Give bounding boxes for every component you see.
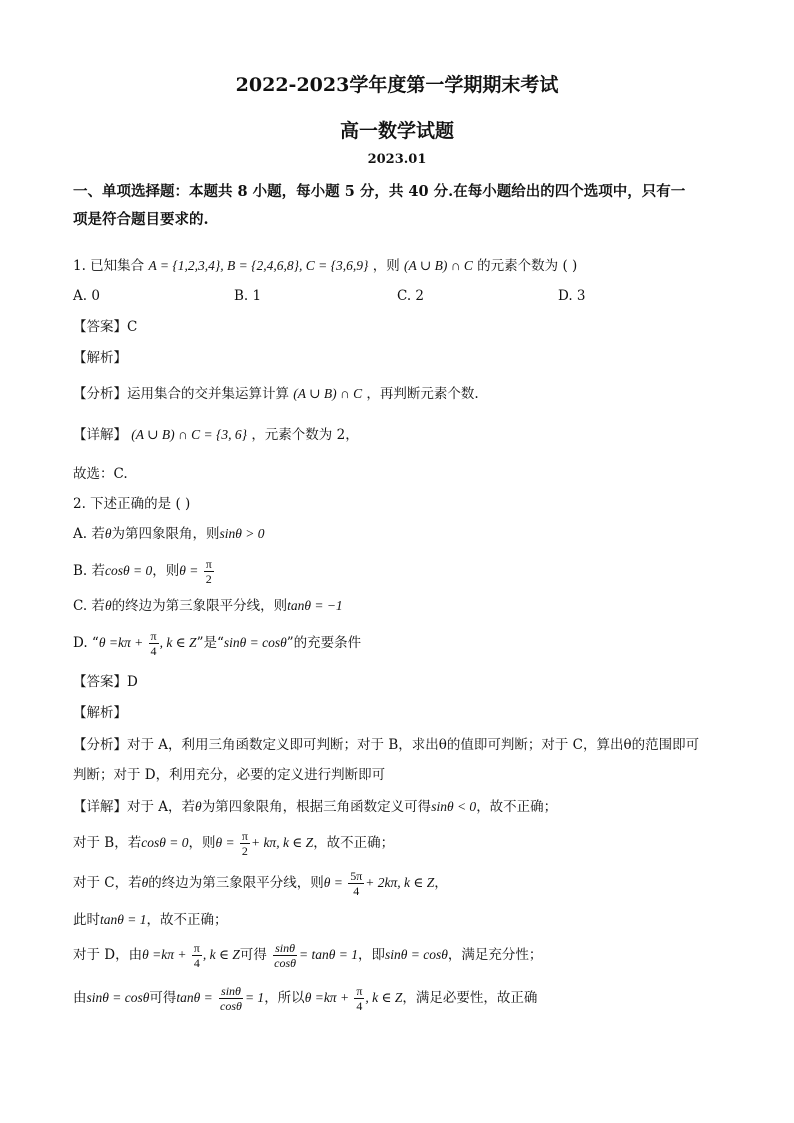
q2-option-a-math: sinθ > 0 <box>219 526 265 541</box>
theta-equals: θ = <box>215 835 235 850</box>
q2-detail-c-mid: 的终边为第三象限平分线，则 <box>148 875 324 891</box>
q2-detail-d-suffix: ，满足充分性； <box>447 947 543 963</box>
q2-detail-d2-prefix: 由 <box>73 990 87 1006</box>
k-in-z: , k ∈ Z <box>365 990 403 1005</box>
q2-option-d-suffix: ”的充要条件 <box>286 635 362 651</box>
theta-symbol: θ <box>104 598 112 613</box>
q2-option-d-mid: ”是“ <box>196 635 224 651</box>
theta-symbol: θ <box>141 875 149 890</box>
q2-detail-c: 对于 C，若θ的终边为第三象限平分线，则θ = $\frac{5\pi}{4}$ + 2kπ, k ∈ Z， <box>73 869 448 898</box>
fraction-sin-over-cos <box>272 941 298 970</box>
fraction-pi-over-4 <box>192 941 202 970</box>
q1-detail-suffix: ，元素个数为 2， <box>251 427 359 443</box>
k-pi-plus: kπ + <box>161 947 187 962</box>
equals-one: = 1 <box>244 990 265 1005</box>
q1-analysis-suffix: ，再判断元素个数. <box>366 386 479 402</box>
q2-detail-a-math: sinθ < 0 <box>431 799 477 814</box>
fraction-5pi-over-4 <box>348 869 364 898</box>
exam-subtitle: 高一数学试题 <box>339 120 454 142</box>
q1-option-b: B. 1 <box>234 288 262 304</box>
frac-den: 2 <box>205 572 212 586</box>
frac-den: cosθ <box>274 956 297 970</box>
k-in-z: , k ∈ Z <box>202 947 240 962</box>
q2-option-c <box>73 596 343 616</box>
fraction-pi-over-2 <box>204 557 214 586</box>
q2-detail-d-prefix: 对于 D，由 <box>73 947 143 963</box>
q2-detail-a-mid: 为第四象限角，根据三角函数定义可得 <box>201 799 432 815</box>
q2-option-c-prefix: C. 若 <box>73 598 105 614</box>
q1-detail-prefix: 【详解】 <box>73 427 127 443</box>
q2-detail-b-suffix: ，故不正确； <box>313 835 395 851</box>
q2-detail-d <box>73 940 542 970</box>
q2-analysis-line1: 【分析】对于 A，利用三角函数定义即可判断；对于 B，求出θ的值即可判断；对于 C，算出θ的范围即可 <box>73 737 700 753</box>
q1-sets: A = {1,2,3,4}, B = {2,4,6,8}, C = {3,6,9} <box>148 258 369 273</box>
frac-num: sinθ <box>221 984 241 998</box>
q2-answer: 【答案】D <box>73 674 138 690</box>
q2-option-d-math: sinθ = cosθ <box>223 635 287 650</box>
q1-detail <box>73 425 359 445</box>
q1-stem <box>73 256 577 276</box>
q2-detail-d2-mid: 可得 <box>149 990 177 1006</box>
q1-conclusion: 故选：C. <box>73 466 128 482</box>
q1-option-d: D. 3 <box>558 288 586 304</box>
theta-symbol: θ <box>195 799 202 814</box>
q2-stem: 2. 下述正确的是 ( ) <box>73 496 191 512</box>
q2-detail-d2-mid3: ，所以 <box>264 990 305 1006</box>
q2-option-c-math: tanθ = −1 <box>287 598 343 613</box>
theta-equals: θ = <box>142 947 162 962</box>
frac-den: 4 <box>353 884 360 898</box>
q2-detail-c-prefix: 对于 C，若 <box>73 875 142 891</box>
q1-suffix: 的元素个数为 ( ) <box>477 258 578 274</box>
frac-num: 5π <box>350 869 363 883</box>
q1-analysis-expr: (A ∪ B) ∩ C <box>293 386 363 401</box>
q1-analysis-label: 【解析】 <box>73 350 127 366</box>
frac-num: sinθ <box>275 941 296 955</box>
theta-equals: θ = <box>304 990 324 1005</box>
theta-equals: θ = <box>323 875 343 890</box>
fraction-pi-over-4 <box>149 629 159 658</box>
k-in-z: , k ∈ Z <box>159 635 197 650</box>
q2-detail-b <box>73 828 394 858</box>
q2-option-b-math: cosθ = 0 <box>105 563 153 578</box>
section-heading-line1: 一、单项选择题：本题共 8 小题，每小题 5 分，共 40 分.在每小题给出的四个选项中，只有一 <box>73 183 686 200</box>
frac-num: π <box>193 941 200 955</box>
q2-detail-a-prefix: 【详解】对于 A，若 <box>73 799 196 815</box>
q1-option-c: C. 2 <box>397 288 425 304</box>
q2-analysis-line2: 判断；对于 D，利用充分，必要的定义进行判断即可 <box>73 767 386 783</box>
q2-option-c-mid: 的终边为第三象限平分线，则 <box>111 598 288 614</box>
frac-den: 4 <box>356 999 363 1013</box>
frac-den: 4 <box>193 956 200 970</box>
fraction-pi-over-2 <box>240 829 250 858</box>
theta-symbol: θ <box>104 526 112 541</box>
q2-option-b-mid: ，则 <box>152 563 180 579</box>
q1-mid: ，则 <box>372 258 400 274</box>
q2-option-a-prefix: A. 若 <box>73 526 105 542</box>
k-pi-plus: kπ + <box>323 990 350 1005</box>
q2-detail-d-mid: 可得 <box>239 947 267 963</box>
fraction-sin-over-cos <box>218 984 244 1013</box>
q2-detail-b-math: cosθ = 0 <box>141 835 189 850</box>
fraction-pi-over-4 <box>354 984 364 1013</box>
q2-analysis-label: 【解析】 <box>73 705 127 721</box>
q2-detail-c2-suffix: ，故不正确； <box>146 912 228 928</box>
exam-title: 2022-2023学年度第一学期期末考试 <box>235 74 559 96</box>
q2-detail-b-mid: ，则 <box>188 835 216 851</box>
q2-detail-a <box>73 797 557 817</box>
q2-detail-c2-prefix: 此时 <box>73 912 100 928</box>
q2-option-d-prefix: D. “ <box>73 635 99 651</box>
q2-option-b <box>73 556 215 586</box>
frac-num: π <box>205 557 212 571</box>
q2-detail-b-prefix: 对于 B，若 <box>73 835 142 851</box>
k-pi-plus: kπ + <box>117 635 144 650</box>
frac-num: π <box>356 984 363 998</box>
frac-num: π <box>150 629 157 643</box>
exam-date: 2023.01 <box>367 152 427 167</box>
q2-detail-a-suffix: ，故不正确； <box>476 799 558 815</box>
tan-equals-one: = tanθ = 1 <box>299 947 359 962</box>
q1-analysis-prefix: 【分析】运用集合的交并集运算计算 <box>73 386 289 402</box>
frac-num: π <box>241 829 248 843</box>
q1-option-a: A. 0 <box>73 288 100 304</box>
plus-k-pi: + kπ, k ∈ Z <box>250 835 314 850</box>
q2-option-a-mid: 为第四象限角，则 <box>111 526 220 542</box>
theta-equals: θ = <box>98 635 118 650</box>
plus-2k-pi: + 2kπ, k ∈ Z <box>365 875 435 890</box>
q2-detail-d2-math: sinθ = cosθ <box>86 990 150 1005</box>
q1-expr: (A ∪ B) ∩ C <box>404 258 473 273</box>
theta-equals: θ = <box>179 563 199 578</box>
q2-option-d <box>73 628 361 658</box>
q2-detail-c2 <box>73 910 228 930</box>
q2-option-a <box>73 524 264 544</box>
q1-analysis <box>73 384 479 404</box>
q2-detail-d2-suffix: ，满足必要性，故正确 <box>402 990 538 1006</box>
q1-prefix: 1. 已知集合 <box>73 258 145 274</box>
q1-detail-expr: (A ∪ B) ∩ C = {3, 6} <box>131 427 248 442</box>
q2-detail-d2 <box>73 983 537 1013</box>
frac-den: 4 <box>150 644 157 658</box>
section-heading-line2: 项是符合题目要求的. <box>73 211 209 228</box>
q1-answer: 【答案】C <box>73 319 138 335</box>
q2-option-b-prefix: B. 若 <box>73 563 106 579</box>
tan-theta-equals: tanθ = <box>176 990 213 1005</box>
section-heading <box>73 178 733 234</box>
frac-den: cosθ <box>220 999 242 1013</box>
frac-den: 2 <box>241 844 248 858</box>
q2-detail-d-math: sinθ = cosθ <box>385 947 448 962</box>
q2-detail-d-mid3: ，即 <box>358 947 386 963</box>
q2-detail-c2-math: tanθ = 1 <box>100 912 147 927</box>
